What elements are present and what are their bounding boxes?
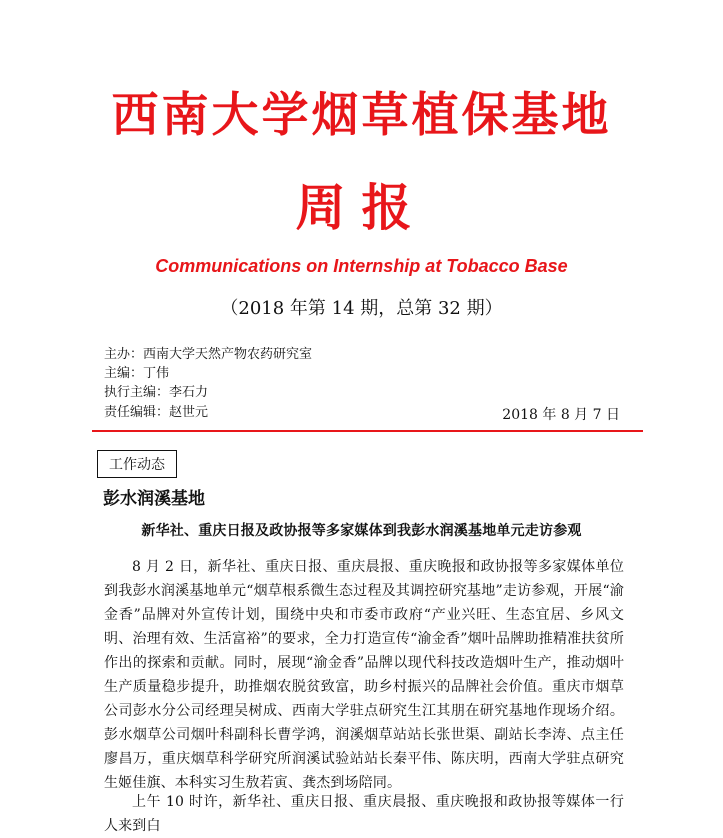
article-paragraph: 上午 10 时许，新华社、重庆日报、重庆晨报、重庆晚报和政协报等媒体一行人来到白 (104, 794, 624, 834)
responsible-editor-line: 责任编辑：赵世元 (104, 405, 209, 420)
english-title: Communications on Internship at Tobacco Base (155, 256, 568, 276)
report-title: 西南大学烟草植保基地 (111, 88, 612, 143)
publish-date: 2018 年 8 月 7 日 (502, 407, 620, 423)
section-heading: 彭水润溪基地 (103, 489, 205, 509)
executive-editor-line: 执行主编：李石力 (104, 385, 209, 400)
issue-number: （2018 年第 14 期，总第 32 期） (220, 298, 503, 319)
sponsor-line: 主办：西南大学天然产物农药研究室 (104, 347, 313, 362)
report-subtitle: 周报 (295, 178, 428, 237)
article-paragraph: 8 月 2 日，新华社、重庆日报、重庆晨报、重庆晚报和政协报等多家媒体单位到我彭水润溪基地单元“烟草根系微生态过程及其调控研究基地”走访参观，开展“渝金香”品牌对外宣传计划，围绕中央和市委市政府“产业兴旺、生态宜居、乡风文明、治理有效、生活富裕”的要求，全力打造宣传“渝金香”烟叶品牌助推精准扶贫所作出的探索和贡献。同时，展现“渝金香”品牌以现代科技改造烟叶生产，推动烟叶生产质量稳步提升，助推烟农脱贫致富，助乡村振兴的品牌社会价值。重庆市烟草公司彭水分公司经理吴树成、西南大学驻点研究生江其朋在研究基地作现场介绍。彭水烟草公司烟叶科副科长曹学鸿，润溪烟草站站长张世渠、副站长李涛、点主任廖昌万，重庆烟草科学研究所润溪试验站站长秦平伟、陈庆明，西南大学驻点研究生姬佳旗、本科实习生敖若寅、龚杰到场陪同。 (104, 559, 624, 791)
section-label-box: 工作动态 (97, 450, 177, 478)
article-title: 新华社、重庆日报及政协报等多家媒体到我彭水润溪基地单元走访参观 (141, 523, 582, 539)
chief-editor-line: 主编：丁伟 (104, 366, 170, 381)
header-divider (92, 430, 643, 432)
